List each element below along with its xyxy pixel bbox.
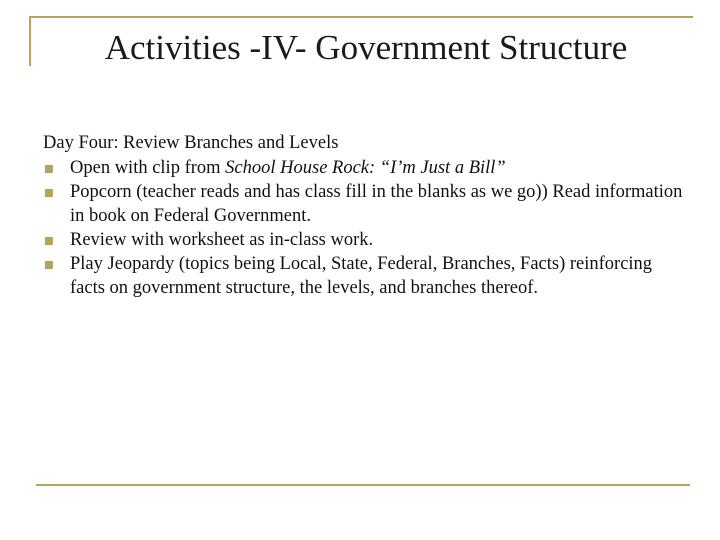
square-bullet-icon bbox=[45, 189, 53, 197]
square-bullet-icon bbox=[45, 165, 53, 173]
decorative-bottom-rule bbox=[36, 484, 690, 486]
list-item bbox=[43, 252, 683, 300]
bullet-text: Review with worksheet as in-class work. bbox=[70, 230, 374, 250]
square-bullet-icon bbox=[45, 237, 53, 245]
slide-title-text: Activities -IV- Government Structure bbox=[104, 28, 628, 67]
list-item bbox=[43, 228, 683, 252]
bullet-text: Play Jeopardy (topics being Local, State, Federal, Branches, Facts) reinforcing facts on government structure, the levels, and branches thereof. bbox=[70, 254, 653, 298]
body-heading: Day Four: Review Branches and Levels bbox=[43, 133, 339, 153]
bullet-list bbox=[43, 156, 683, 300]
bullet-italic-text: School House Rock: “I’m Just a Bill” bbox=[225, 158, 506, 178]
bullet-text: Popcorn (teacher reads and has class fill in the blanks as we go)) Read information in book on Federal Government. bbox=[70, 182, 683, 226]
bullet-text: Open with clip from bbox=[70, 158, 226, 178]
square-bullet-icon bbox=[45, 261, 53, 269]
list-item bbox=[43, 180, 683, 228]
list-item bbox=[43, 156, 683, 180]
slide-title bbox=[0, 28, 720, 68]
slide-body bbox=[43, 131, 683, 300]
decorative-top-rule bbox=[29, 16, 693, 18]
